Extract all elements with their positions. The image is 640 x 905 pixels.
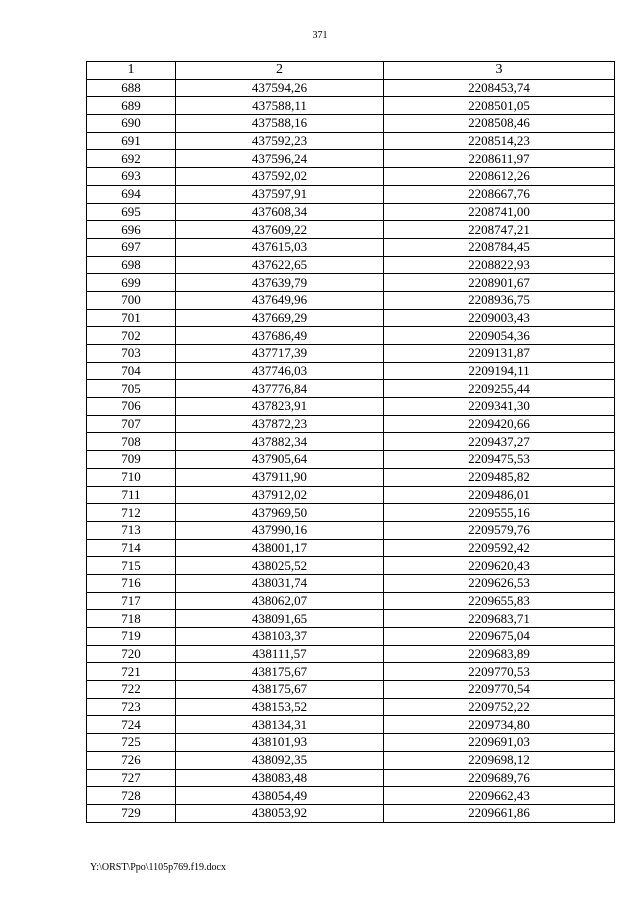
table-row — [87, 804, 615, 822]
y-coordinate-cell: 2208514,23 — [384, 132, 615, 150]
y-coordinate-cell: 2209689,76 — [384, 769, 615, 787]
point-number-cell: 709 — [87, 451, 176, 469]
table-row — [87, 221, 615, 239]
table-row — [87, 185, 615, 203]
y-coordinate-cell: 2208936,75 — [384, 291, 615, 309]
table-row — [87, 327, 615, 345]
table-row — [87, 150, 615, 168]
y-coordinate-cell: 2209691,03 — [384, 734, 615, 752]
point-number-cell: 713 — [87, 521, 176, 539]
y-coordinate-cell: 2209683,71 — [384, 610, 615, 628]
point-number-cell: 727 — [87, 769, 176, 787]
y-coordinate-cell: 2209734,80 — [384, 716, 615, 734]
x-coordinate-cell: 437911,90 — [176, 468, 384, 486]
x-coordinate-cell: 438103,37 — [176, 628, 384, 646]
point-number-cell: 718 — [87, 610, 176, 628]
y-coordinate-cell: 2209661,86 — [384, 804, 615, 822]
x-coordinate-cell: 437649,96 — [176, 291, 384, 309]
y-coordinate-cell: 2209003,43 — [384, 309, 615, 327]
point-number-cell: 720 — [87, 645, 176, 663]
y-coordinate-cell: 2209620,43 — [384, 557, 615, 575]
table-row — [87, 610, 615, 628]
x-coordinate-cell: 437615,03 — [176, 238, 384, 256]
y-coordinate-cell: 2209420,66 — [384, 415, 615, 433]
x-coordinate-cell: 438153,52 — [176, 698, 384, 716]
y-coordinate-cell: 2209555,16 — [384, 504, 615, 522]
table-row — [87, 115, 615, 133]
table-row — [87, 380, 615, 398]
table-row — [87, 486, 615, 504]
point-number-cell: 722 — [87, 681, 176, 699]
point-number-cell: 694 — [87, 185, 176, 203]
table-row — [87, 79, 615, 97]
x-coordinate-cell: 437717,39 — [176, 345, 384, 363]
x-coordinate-cell: 438031,74 — [176, 574, 384, 592]
x-coordinate-cell: 438053,92 — [176, 804, 384, 822]
y-coordinate-cell: 2209752,22 — [384, 698, 615, 716]
y-coordinate-cell: 2209770,53 — [384, 663, 615, 681]
y-coordinate-cell: 2209626,53 — [384, 574, 615, 592]
point-number-cell: 714 — [87, 539, 176, 557]
x-coordinate-cell: 437609,22 — [176, 221, 384, 239]
table-row — [87, 362, 615, 380]
table-row — [87, 787, 615, 805]
y-coordinate-cell: 2208741,00 — [384, 203, 615, 221]
y-coordinate-cell: 2208453,74 — [384, 79, 615, 97]
point-number-cell: 723 — [87, 698, 176, 716]
file-path-footer: Y:\ORST\Ppo\1105p769.f19.docx — [90, 862, 226, 873]
table-row — [87, 415, 615, 433]
table-row — [87, 451, 615, 469]
x-coordinate-cell: 437912,02 — [176, 486, 384, 504]
y-coordinate-cell: 2209579,76 — [384, 521, 615, 539]
x-coordinate-cell: 437639,79 — [176, 274, 384, 292]
table-row — [87, 132, 615, 150]
point-number-cell: 703 — [87, 345, 176, 363]
y-coordinate-cell: 2208508,46 — [384, 115, 615, 133]
table-row — [87, 274, 615, 292]
x-coordinate-cell: 437882,34 — [176, 433, 384, 451]
point-number-cell: 726 — [87, 751, 176, 769]
y-coordinate-cell: 2209770,54 — [384, 681, 615, 699]
point-number-cell: 699 — [87, 274, 176, 292]
coordinates-table — [86, 61, 615, 823]
y-coordinate-cell: 2208667,76 — [384, 185, 615, 203]
table-row — [87, 168, 615, 186]
point-number-cell: 696 — [87, 221, 176, 239]
table-header-row — [87, 62, 615, 80]
point-number-cell: 715 — [87, 557, 176, 575]
table-row — [87, 309, 615, 327]
x-coordinate-cell: 438091,65 — [176, 610, 384, 628]
table-row — [87, 433, 615, 451]
y-coordinate-cell: 2209698,12 — [384, 751, 615, 769]
y-coordinate-cell: 2209054,36 — [384, 327, 615, 345]
point-number-cell: 697 — [87, 238, 176, 256]
y-coordinate-cell: 2209675,04 — [384, 628, 615, 646]
x-coordinate-cell: 437990,16 — [176, 521, 384, 539]
y-coordinate-cell: 2209437,27 — [384, 433, 615, 451]
y-coordinate-cell: 2208901,67 — [384, 274, 615, 292]
point-number-cell: 688 — [87, 79, 176, 97]
x-coordinate-cell: 437872,23 — [176, 415, 384, 433]
y-coordinate-cell: 2208747,21 — [384, 221, 615, 239]
table-row — [87, 628, 615, 646]
y-coordinate-cell: 2208501,05 — [384, 97, 615, 115]
point-number-cell: 725 — [87, 734, 176, 752]
point-number-cell: 700 — [87, 291, 176, 309]
y-coordinate-cell: 2209475,53 — [384, 451, 615, 469]
y-coordinate-cell: 2209486,01 — [384, 486, 615, 504]
point-number-cell: 704 — [87, 362, 176, 380]
x-coordinate-cell: 437592,02 — [176, 168, 384, 186]
y-coordinate-cell: 2209592,42 — [384, 539, 615, 557]
point-number-cell: 729 — [87, 804, 176, 822]
point-number-cell: 712 — [87, 504, 176, 522]
table-row — [87, 734, 615, 752]
point-number-cell: 705 — [87, 380, 176, 398]
y-coordinate-cell: 2208784,45 — [384, 238, 615, 256]
point-number-cell: 721 — [87, 663, 176, 681]
x-coordinate-cell: 437686,49 — [176, 327, 384, 345]
column-header-3: 3 — [384, 62, 615, 80]
table-row — [87, 751, 615, 769]
point-number-cell: 708 — [87, 433, 176, 451]
point-number-cell: 701 — [87, 309, 176, 327]
x-coordinate-cell: 438175,67 — [176, 663, 384, 681]
y-coordinate-cell: 2209655,83 — [384, 592, 615, 610]
y-coordinate-cell: 2208611,97 — [384, 150, 615, 168]
x-coordinate-cell: 437823,91 — [176, 398, 384, 416]
point-number-cell: 689 — [87, 97, 176, 115]
point-number-cell: 693 — [87, 168, 176, 186]
point-number-cell: 717 — [87, 592, 176, 610]
x-coordinate-cell: 437594,26 — [176, 79, 384, 97]
column-header-1: 1 — [87, 62, 176, 80]
point-number-cell: 716 — [87, 574, 176, 592]
table-row — [87, 539, 615, 557]
y-coordinate-cell: 2209194,11 — [384, 362, 615, 380]
x-coordinate-cell: 437622,65 — [176, 256, 384, 274]
table-row — [87, 504, 615, 522]
point-number-cell: 691 — [87, 132, 176, 150]
point-number-cell: 724 — [87, 716, 176, 734]
table-row — [87, 97, 615, 115]
x-coordinate-cell: 437597,91 — [176, 185, 384, 203]
point-number-cell: 702 — [87, 327, 176, 345]
point-number-cell: 707 — [87, 415, 176, 433]
x-coordinate-cell: 438083,48 — [176, 769, 384, 787]
table-row — [87, 256, 615, 274]
x-coordinate-cell: 437905,64 — [176, 451, 384, 469]
x-coordinate-cell: 438111,57 — [176, 645, 384, 663]
x-coordinate-cell: 438101,93 — [176, 734, 384, 752]
x-coordinate-cell: 437592,23 — [176, 132, 384, 150]
x-coordinate-cell: 437969,50 — [176, 504, 384, 522]
table-row — [87, 203, 615, 221]
y-coordinate-cell: 2209683,89 — [384, 645, 615, 663]
point-number-cell: 692 — [87, 150, 176, 168]
table-row — [87, 291, 615, 309]
table-row — [87, 769, 615, 787]
table-row — [87, 468, 615, 486]
x-coordinate-cell: 437669,29 — [176, 309, 384, 327]
point-number-cell: 706 — [87, 398, 176, 416]
point-number-cell: 698 — [87, 256, 176, 274]
page-number: 371 — [312, 30, 328, 41]
y-coordinate-cell: 2209485,82 — [384, 468, 615, 486]
column-header-2: 2 — [176, 62, 384, 80]
y-coordinate-cell: 2209131,87 — [384, 345, 615, 363]
table-row — [87, 521, 615, 539]
x-coordinate-cell: 438025,52 — [176, 557, 384, 575]
table-body — [87, 79, 615, 822]
point-number-cell: 695 — [87, 203, 176, 221]
y-coordinate-cell: 2208822,93 — [384, 256, 615, 274]
point-number-cell: 728 — [87, 787, 176, 805]
x-coordinate-cell: 437588,16 — [176, 115, 384, 133]
x-coordinate-cell: 438175,67 — [176, 681, 384, 699]
x-coordinate-cell: 438134,31 — [176, 716, 384, 734]
point-number-cell: 711 — [87, 486, 176, 504]
x-coordinate-cell: 437746,03 — [176, 362, 384, 380]
table-row — [87, 592, 615, 610]
x-coordinate-cell: 437608,34 — [176, 203, 384, 221]
y-coordinate-cell: 2209341,30 — [384, 398, 615, 416]
point-number-cell: 719 — [87, 628, 176, 646]
table-row — [87, 574, 615, 592]
x-coordinate-cell: 438092,35 — [176, 751, 384, 769]
x-coordinate-cell: 437596,24 — [176, 150, 384, 168]
table-row — [87, 681, 615, 699]
x-coordinate-cell: 437588,11 — [176, 97, 384, 115]
x-coordinate-cell: 437776,84 — [176, 380, 384, 398]
point-number-cell: 690 — [87, 115, 176, 133]
y-coordinate-cell: 2209662,43 — [384, 787, 615, 805]
y-coordinate-cell: 2209255,44 — [384, 380, 615, 398]
table-row — [87, 716, 615, 734]
table-row — [87, 645, 615, 663]
x-coordinate-cell: 438062,07 — [176, 592, 384, 610]
x-coordinate-cell: 438054,49 — [176, 787, 384, 805]
table-row — [87, 345, 615, 363]
table-row — [87, 663, 615, 681]
table-row — [87, 698, 615, 716]
table-row — [87, 398, 615, 416]
table-row — [87, 557, 615, 575]
y-coordinate-cell: 2208612,26 — [384, 168, 615, 186]
point-number-cell: 710 — [87, 468, 176, 486]
table-row — [87, 238, 615, 256]
x-coordinate-cell: 438001,17 — [176, 539, 384, 557]
